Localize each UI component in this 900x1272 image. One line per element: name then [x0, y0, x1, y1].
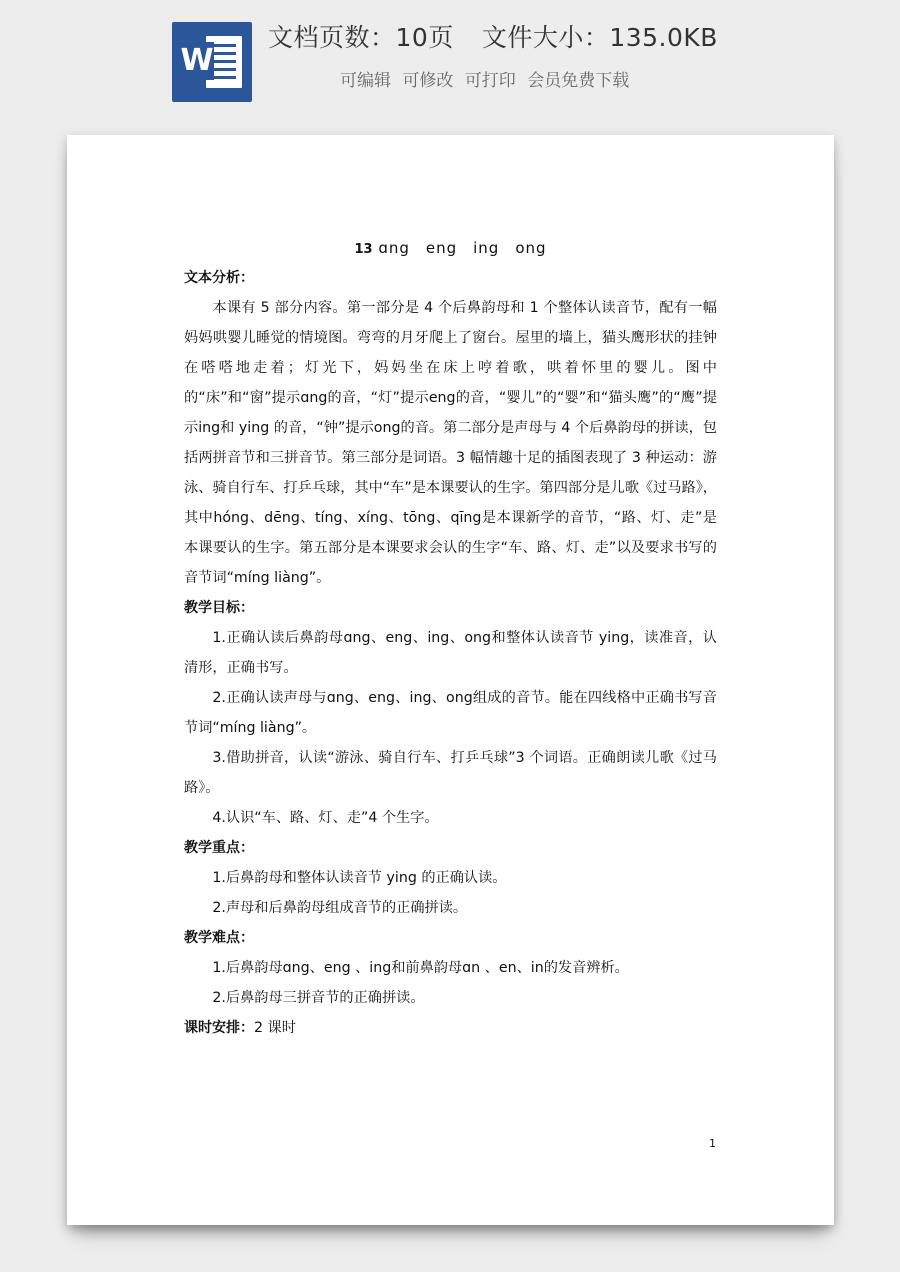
lesson-title-text: ɑng eng ing ong	[372, 239, 547, 257]
objective-item: 2.正确认读声母与ɑng、eng、ing、ong组成的音节。能在四线格中正确书写音节词“míng liàng”。	[184, 690, 717, 736]
key-point-item: 1.后鼻韵母和整体认读音节 ying 的正确认读。	[212, 870, 507, 886]
document-body	[184, 233, 717, 1043]
schedule-line	[184, 1013, 717, 1043]
schedule-value: 2 课时	[254, 1020, 296, 1036]
file-info	[268, 18, 788, 54]
section-heading-difficulties: 教学难点：	[184, 930, 254, 946]
page-number: 1	[709, 1137, 716, 1150]
word-icon-letter: W	[180, 43, 214, 78]
pages-label: 文档页数：	[268, 23, 396, 52]
pages-value: 10页	[395, 23, 454, 52]
difficulty-item: 2.后鼻韵母三拼音节的正确拼读。	[212, 990, 425, 1006]
key-point-item: 2.声母和后鼻韵母组成音节的正确拼读。	[212, 900, 468, 916]
download-banner	[0, 0, 900, 120]
section-heading-schedule: 课时安排：	[184, 1020, 254, 1036]
size-label: 文件大小：	[481, 23, 610, 52]
document-page	[67, 135, 834, 1225]
section-heading-key-points: 教学重点：	[184, 840, 254, 856]
word-document-icon	[172, 22, 252, 102]
section-heading-objectives: 教学目标：	[184, 600, 254, 616]
difficulty-item: 1.后鼻韵母ɑng、eng 、ing和前鼻韵母ɑn 、en、in的发音辨析。	[212, 960, 629, 976]
section-heading-text-analysis: 文本分析：	[184, 270, 254, 286]
objective-item: 4.认识“车、路、灯、走”4 个生字。	[212, 810, 439, 826]
size-value: 135.0KB	[609, 23, 718, 52]
feature-list: 可编辑 可修改 可打印 会员免费下载	[340, 71, 630, 91]
objective-item: 3.借助拼音，认读“游泳、骑自行车、打乒乓球”3 个词语。正确朗读儿歌《过马路》。	[184, 750, 717, 796]
objective-item: 1.正确认读后鼻韵母ɑng、eng、ing、ong和整体认读音节 ying，读准音，认清形，正确书写。	[184, 630, 717, 676]
lesson-title	[184, 233, 717, 263]
text-analysis-paragraph: 本课有 5 部分内容。第一部分是 4 个后鼻韵母和 1 个整体认读音节，配有一幅妈妈哄婴儿睡觉的情境图。弯弯的月牙爬上了窗台。屋里的墙上，猫头鹰形状的挂钟在嗒嗒地走着；灯光下，妈妈坐在床上哼着歌，哄着怀里的婴儿。图中的“床”和“窗”提示ɑng的音，“灯”提示eng的音，“婴儿”的“婴”和“猫头鹰”的“鹰”提示ing和 ying 的音，“钟”提示ong的音。第二部分是声母与 4 个后鼻韵母的拼读，包括两拼音节和三拼音节。第三部分是词语。3 幅情趣十足的插图表现了 3 种运动：游泳、骑自行车、打乒乓球，其中“车”是本课要认的生字。第四部分是儿歌《过马路》，其中hóng、dēng、tíng、xíng、tōng、qīng是本课新学的音节，“路、灯、走”是本课要认的生字。第五部分是本课要求会认的生字“车、路、灯、走”以及要求书写的音节词“míng liàng”。	[184, 300, 717, 586]
lesson-number: 13	[354, 242, 373, 257]
